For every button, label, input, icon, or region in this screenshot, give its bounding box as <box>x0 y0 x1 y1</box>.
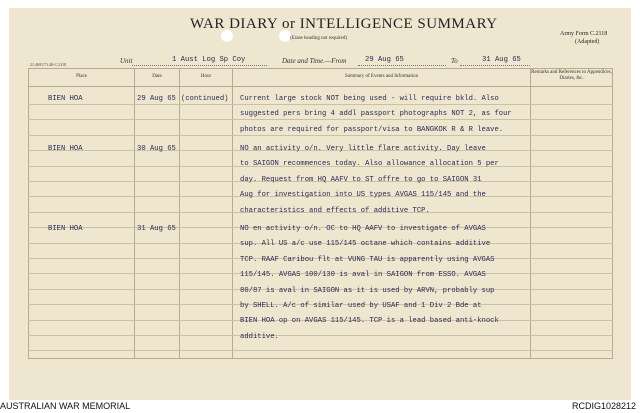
table-top-rule <box>28 68 613 69</box>
summary-line: TCP. RAAF Caribou flt at VUNG TAU is apparently using AVGAS <box>240 255 495 264</box>
summary-line: to SAIGON recommences today. Also allowance allocation 5 per <box>240 160 499 169</box>
unit-label: Unit <box>120 57 133 65</box>
entry-summary <box>240 222 520 345</box>
date-time-label: Date and Time.—From <box>282 57 347 65</box>
form-title: WAR DIARY or INTELLIGENCE SUMMARY <box>190 16 498 32</box>
table-bottom-rule <box>28 358 613 359</box>
entry-date: 29 Aug 65 <box>137 95 176 103</box>
to-underline <box>460 65 530 66</box>
form-adapted: (Adapted) <box>575 39 600 45</box>
col-rule-5 <box>612 68 613 358</box>
col-rule-0 <box>28 68 29 358</box>
summary-line: 80/87 is aval in SAIGON as it is used by ARVN, probably sup <box>240 286 495 295</box>
entry-summary <box>240 92 520 138</box>
to-date: 31 Aug 65 <box>482 56 521 64</box>
entry-summary <box>240 142 520 219</box>
col-rule-4 <box>530 68 531 358</box>
footer-record-id: RCDIG1028212 <box>571 401 636 411</box>
summary-line: by SHELL. A/c of similar used by USAF and 1 Div 2 Bde at <box>240 302 482 311</box>
summary-line: additive. <box>240 332 279 341</box>
summary-line: NO en activity o/n. OC to HQ AAFV to investigate of AVGAS <box>240 225 486 233</box>
col-header-date: Date <box>152 74 162 79</box>
summary-line: Aug for investigation into US types AVGAS 115/145 and the <box>240 191 486 200</box>
print-code: 21.4691/71.40-C.2118 <box>30 62 66 67</box>
col-rule-1 <box>134 68 135 358</box>
form-subtitle: (Erase heading not required) <box>290 36 348 41</box>
from-date: 29 Aug 65 <box>365 56 404 64</box>
summary-line: NO an activity o/n. Very little flare activity. Day leave <box>240 145 486 153</box>
summary-line: BIEN HOA op on AVGAS 115/145. TCP is a lead based anti-knock <box>240 317 499 326</box>
col-header-summary: Summary of Events and Information <box>344 74 419 79</box>
ruled-line <box>28 350 613 351</box>
col-header-place: Place <box>76 74 87 79</box>
summary-line: Current large stock NOT being used - will require bkld. Also <box>240 95 499 103</box>
from-underline <box>358 65 446 66</box>
entry-date: 30 Aug 65 <box>137 145 176 153</box>
summary-line: characteristics and effects of additive TCP. <box>240 206 430 215</box>
unit-value: 1 Aust Log Sp Coy <box>172 56 246 64</box>
summary-line: sup. All US a/c use 115/145 octane which contains additive <box>240 240 491 249</box>
entry-hour: (continued) <box>181 95 229 103</box>
col-rule-2 <box>179 68 180 358</box>
col-header-remarks: Remarks and References to Appendices, Diaries, &c. <box>531 70 612 81</box>
summary-line: day. Request from HQ AAFV to ST offre to go to SAIGON 31 <box>240 175 482 184</box>
summary-line: suggested pers bring 4 addl passport photographs NOT 2, as four <box>240 110 512 119</box>
table-header-rule <box>28 86 613 87</box>
entry-place: BIEN HOA <box>48 225 83 233</box>
form-number: Army Form C.2118 <box>560 31 608 37</box>
col-rule-3 <box>232 68 233 358</box>
to-label: To <box>451 57 458 65</box>
footer-institution: AUSTRALIAN WAR MEMORIAL <box>0 401 131 411</box>
entry-date: 31 Aug 65 <box>137 225 176 233</box>
col-header-hour: Hour <box>200 74 212 79</box>
entry-place: BIEN HOA <box>48 95 83 103</box>
entry-place: BIEN HOA <box>48 145 83 153</box>
summary-line: photos are required for passport/visa to BANGKOK R & R leave. <box>240 125 504 134</box>
unit-underline <box>132 65 267 66</box>
summary-line: 115/145. AVGAS 100/130 is aval in SAIGON from ESSO. AVGAS <box>240 271 486 280</box>
